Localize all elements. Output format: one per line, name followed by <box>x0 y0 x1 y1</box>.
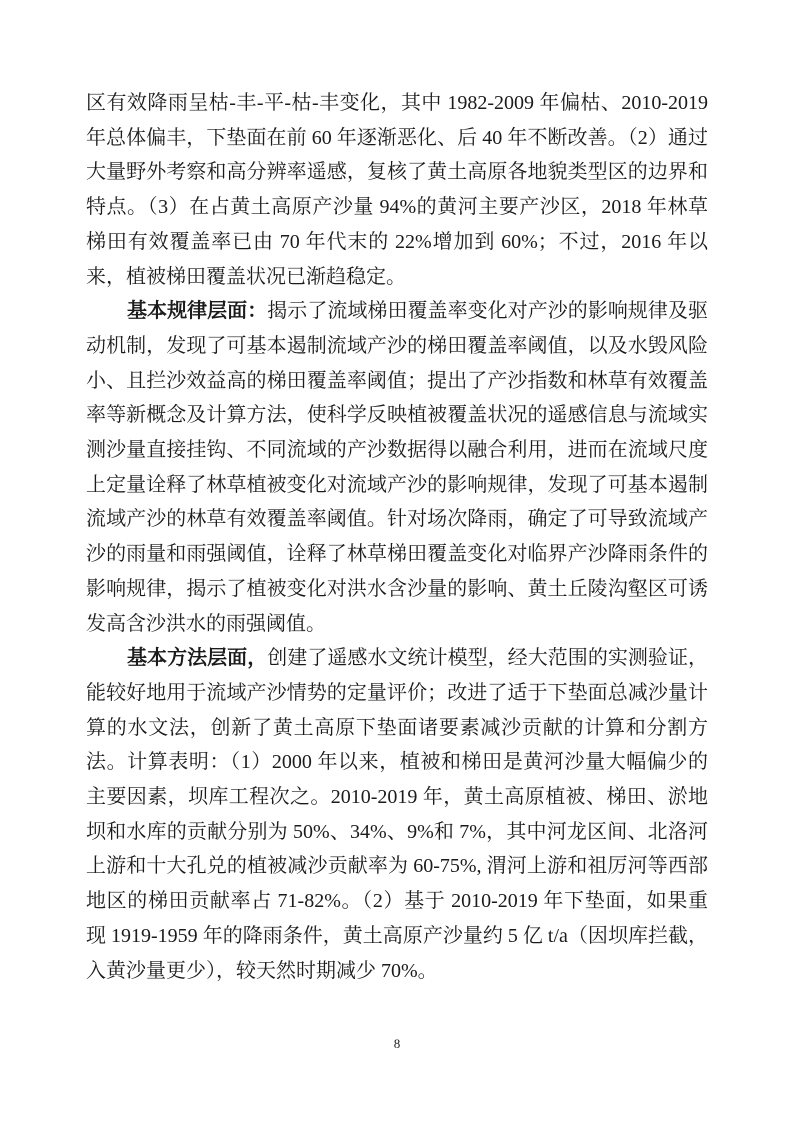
page-number: 8 <box>393 1036 401 1051</box>
paragraph-lead-bold: 基本规律层面： <box>127 300 268 323</box>
paragraph-basic-laws <box>86 294 708 641</box>
document-body <box>86 86 708 988</box>
paragraph-text: 创建了遥感水文统计模型，经大范围的实测验证，能较好地用于流域产沙情势的定量评价；改进了适于下垫面总减沙量计算的水文法，创新了黄土高原下垫面诸要素减沙贡献的计算和分割方法。计算表明：（1）2000 年以来，植被和梯田是黄河沙量大幅偏少的主要因素，坝库工程次之。2010-2019 年，黄土高原植被、梯田、淤地坝和水库的贡献分别为 50%、34%、9%和 7%，其中河龙区间、北洛河上游和十大孔兑的植被减沙贡献率为 60-75%, 渭河上游和祖厉河等西部地区的梯田贡献率占 71-82%。（2）基于 2010-2019 年下垫面，如果重现 1919-1959 年的降雨条件，黄土高原产沙量约 5 亿 t/a（因坝库拦截，入黄沙量更少），较天然时期减少 70%。 <box>86 647 708 982</box>
page-footer <box>0 1036 794 1052</box>
paragraph-continuation <box>86 86 708 294</box>
paragraph-basic-methods <box>86 641 708 988</box>
paragraph-text: 区有效降雨呈枯-丰-平-枯-丰变化，其中 1982-2009 年偏枯、2010-2019 年总体偏丰，下垫面在前 60 年逐渐恶化、后 40 年不断改善。（2）通过大量野外考察和高分辨率遥感，复核了黄土高原各地貌类型区的边界和特点。（3）在占黄土高原产沙量 94%的黄河主要产沙区，2018 年林草梯田有效覆盖率已由 70 年代末的 22%增加到 60%；不过，2016 年以来，植被梯田覆盖状况已渐趋稳定。 <box>86 92 708 288</box>
paragraph-lead-bold: 基本方法层面， <box>127 647 268 670</box>
paragraph-text: 揭示了流域梯田覆盖率变化对产沙的影响规律及驱动机制，发现了可基本遏制流域产沙的梯田覆盖率阈值，以及水毁风险小、且拦沙效益高的梯田覆盖率阈值；提出了产沙指数和林草有效覆盖率等新概念及计算方法，使科学反映植被覆盖状况的遥感信息与流域实测沙量直接挂钩、不同流域的产沙数据得以融合利用，进而在流域尺度上定量诠释了林草植被变化对流域产沙的影响规律，发现了可基本遏制流域产沙的林草有效覆盖率阈值。针对场次降雨，确定了可导致流域产沙的雨量和雨强阈值，诠释了林草梯田覆盖变化对临界产沙降雨条件的影响规律，揭示了植被变化对洪水含沙量的影响、黄土丘陵沟壑区可诱发高含沙洪水的雨强阈值。 <box>86 300 708 635</box>
